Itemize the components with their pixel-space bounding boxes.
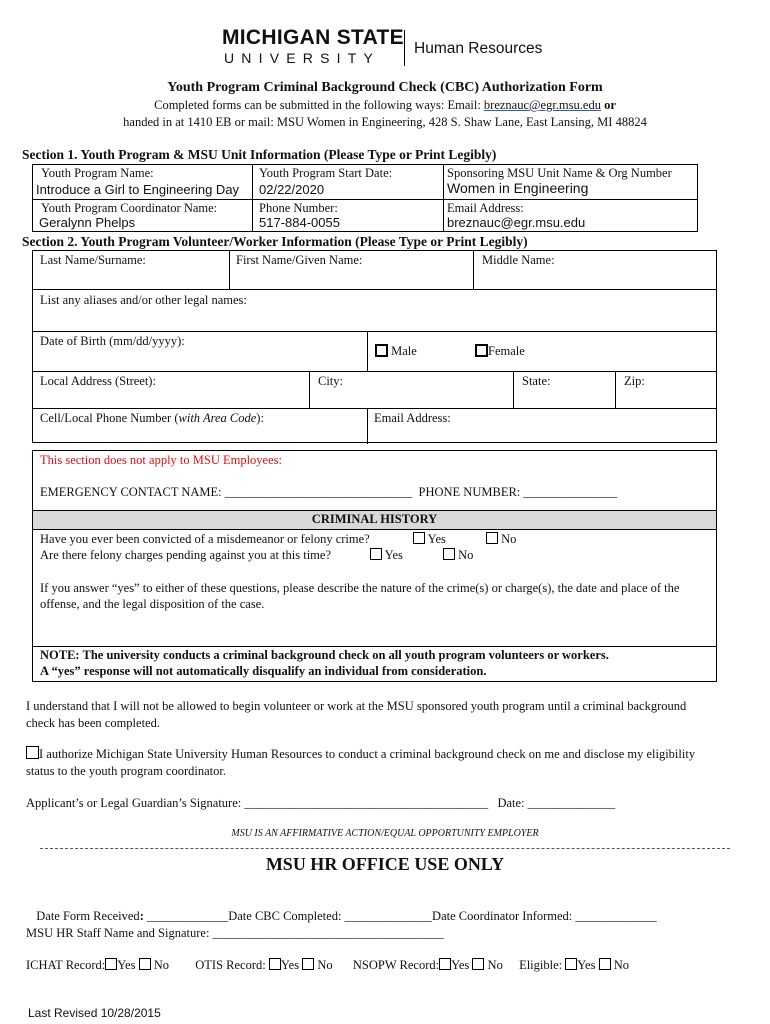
form-title: Youth Program Criminal Background Check (CBC) Authorization Form — [167, 80, 603, 95]
q1-no-option[interactable] — [486, 532, 516, 547]
start-date-value[interactable]: 02/22/2020 — [259, 182, 325, 197]
note-line1: NOTE: The university conducts a criminal background check on all youth program volunteers or workers. — [40, 648, 609, 662]
nsopw-no-checkbox[interactable] — [472, 958, 484, 970]
last-name-field[interactable]: Last Name/Surname: — [40, 253, 146, 267]
logo-divider — [404, 30, 405, 66]
authorize-checkbox[interactable] — [26, 746, 39, 759]
q1-no-label: No — [501, 532, 517, 546]
female-checkbox[interactable] — [475, 344, 488, 357]
last-revised: Last Revised 10/28/2015 — [28, 1006, 161, 1020]
s2-row1-divider — [33, 289, 716, 290]
question1: Have you ever been convicted of a misdemeanor or felony crime? — [40, 532, 370, 546]
submission-line1 — [0, 98, 770, 113]
city-field[interactable]: City: — [318, 374, 344, 388]
eeo-statement: MSU IS AN AFFIRMATIVE ACTION/EQUAL OPPORTUNITY EMPLOYER — [231, 828, 539, 839]
coordinator-label: Youth Program Coordinator Name: — [41, 201, 218, 215]
hr-heading: MSU HR OFFICE USE ONLY — [265, 854, 505, 874]
authorize-text: I authorize Michigan State University Human Resources to conduct a criminal background check on me and disclose my eligibility status to the youth program coordinator. — [26, 747, 696, 778]
q2-yes-label: Yes — [384, 548, 403, 562]
understand-statement: I understand that I will not be allowed to begin volunteer or work at the MSU sponsored youth program until a criminal background check has been completed. — [26, 699, 687, 730]
nsopw-label: NSOPW Record: — [352, 958, 440, 972]
q2-no-checkbox[interactable] — [443, 548, 455, 560]
section2-heading: Section 2. Youth Program Volunteer/Worker Information (Please Type or Print Legibly) — [22, 234, 528, 249]
dashed-separator — [40, 848, 730, 849]
question2: Are there felony charges pending against you at this time? — [40, 548, 331, 562]
applicant-email-field[interactable]: Email Address: — [374, 411, 451, 425]
s2-r5-col1 — [367, 408, 368, 444]
dob-field[interactable]: Date of Birth (mm/dd/yyyy): — [40, 334, 185, 348]
signature-line[interactable]: Applicant’s or Legal Guardian’s Signature: _______________________________________ Date: ______________ — [26, 796, 616, 810]
hr-staff-line[interactable]: MSU HR Staff Name and Signature: _____________________________________ — [26, 926, 444, 940]
section1-table — [32, 164, 698, 232]
submission-line2: handed in at 1410 EB or mail: MSU Women in Engineering, 428 S. Shaw Lane, East Lansing, MI 48824 — [123, 115, 647, 129]
submission-email-link[interactable]: breznauc@egr.msu.edu — [483, 98, 601, 112]
q2-yes-checkbox[interactable] — [370, 548, 382, 560]
coordinator-value[interactable]: Geralynn Phelps — [39, 215, 136, 230]
logo-line2: UNIVERSITY — [224, 50, 381, 66]
start-date-label: Youth Program Start Date: — [259, 166, 393, 180]
ichat-yes-label: Yes — [117, 958, 136, 972]
applicant-phone-field[interactable] — [40, 411, 264, 426]
s2-r4-col1 — [309, 371, 310, 408]
otis-no-checkbox[interactable] — [302, 958, 314, 970]
female-option[interactable] — [475, 344, 525, 359]
male-checkbox[interactable] — [375, 344, 388, 357]
otis-label: OTIS Record: — [195, 958, 266, 972]
msu-logo — [222, 26, 552, 70]
submission-text: Completed forms can be submitted in the following ways: Email: — [154, 98, 484, 112]
phone-value[interactable]: 517-884-0055 — [259, 215, 340, 230]
date-received-label: Date Form Received — [36, 909, 140, 923]
q1-yes-option[interactable] — [413, 532, 446, 547]
otis-yes-checkbox[interactable] — [269, 958, 281, 970]
nsopw-yes-label: Yes — [451, 958, 470, 972]
eligible-no-label: No — [613, 958, 629, 972]
eligible-yes-checkbox[interactable] — [565, 958, 577, 970]
emergency-criminal-box — [32, 450, 717, 682]
nsopw-no-label: No — [487, 958, 503, 972]
program-name-label: Youth Program Name: — [41, 166, 154, 180]
email-label: Email Address: — [447, 201, 524, 215]
ichat-yes-checkbox[interactable] — [105, 958, 117, 970]
q1-yes-label: Yes — [427, 532, 446, 546]
unit-value[interactable]: Women in Engineering — [447, 180, 589, 196]
hr-dates-rest: _____________Date CBC Completed: ______________Date Coordinator Informed: _____________ — [143, 909, 657, 923]
section1-heading: Section 1. Youth Program & MSU Unit Information (Please Type or Print Legibly) — [22, 147, 497, 162]
aliases-field[interactable]: List any aliases and/or other legal names: — [40, 293, 247, 307]
employee-note: This section does not apply to MSU Employees: — [40, 453, 282, 467]
q1-no-checkbox[interactable] — [486, 532, 498, 544]
criminal-instructions: If you answer “yes” to either of these questions, please describe the nature of the crime(s) or charge(s), the date and place of the offense, and the legal disposition of the case. — [40, 581, 680, 611]
s2-row4-divider — [33, 408, 716, 409]
phone-text-em: with Area Code — [178, 411, 257, 425]
submission-or: or — [600, 98, 616, 112]
ichat-no-label: No — [153, 958, 170, 972]
s2-r3-col1 — [367, 331, 368, 371]
unit-label: Sponsoring MSU Unit Name & Org Number — [447, 166, 672, 180]
s2-row2-divider — [33, 331, 716, 332]
logo-dept: Human Resources — [414, 40, 543, 57]
program-name-value[interactable]: Introduce a Girl to Engineering Day — [36, 182, 240, 197]
eligible-yes-label: Yes — [577, 958, 596, 972]
s2-r1-col1 — [229, 251, 230, 289]
authorize-statement — [26, 746, 716, 780]
otis-no-label: No — [317, 958, 333, 972]
hr-dates-line[interactable] — [30, 894, 657, 924]
s2-row3-divider — [33, 371, 716, 372]
hr-records-line — [26, 958, 629, 973]
ichat-no-checkbox[interactable] — [139, 958, 151, 970]
male-option[interactable] — [375, 344, 417, 359]
q1-yes-checkbox[interactable] — [413, 532, 425, 544]
note-line2: A “yes” response will not automatically disqualify an individual from consideration. — [40, 664, 487, 678]
s2-r1-col2 — [473, 251, 474, 289]
phone-label: Phone Number: — [259, 201, 338, 215]
male-label: Male — [391, 344, 417, 358]
logo-line1: MICHIGAN STATE — [222, 26, 404, 49]
note-divider — [33, 646, 716, 647]
q2-no-label: No — [458, 548, 474, 562]
s2-r4-col3 — [615, 371, 616, 408]
middle-name-field[interactable]: Middle Name: — [482, 253, 555, 267]
criminal-history-heading: CRIMINAL HISTORY — [311, 512, 438, 526]
phone-text-pre: Cell/Local Phone Number ( — [40, 411, 179, 425]
female-label: Female — [488, 344, 525, 358]
section1-col-divider2 — [443, 165, 444, 231]
otis-yes-label: Yes — [280, 958, 300, 972]
emergency-contact-line[interactable]: EMERGENCY CONTACT NAME: ______________________________ PHONE NUMBER: _______________ — [40, 485, 618, 499]
first-name-field[interactable]: First Name/Given Name: — [236, 253, 363, 267]
s2-r4-col2 — [513, 371, 514, 408]
date-received-colon: : — [139, 909, 144, 923]
nsopw-yes-checkbox[interactable] — [439, 958, 451, 970]
section2-table — [32, 250, 717, 443]
q2-no-option[interactable] — [443, 548, 473, 563]
phone-text-post: ): — [256, 411, 264, 425]
zip-field[interactable]: Zip: — [624, 374, 645, 388]
section1-col-divider1 — [252, 165, 253, 231]
eligible-label: Eligible: — [519, 958, 563, 972]
q2-yes-option[interactable] — [370, 548, 403, 563]
ichat-label: ICHAT Record: — [26, 958, 106, 972]
section1-row-divider — [33, 199, 697, 200]
state-field[interactable]: State: — [522, 374, 551, 388]
email-value[interactable]: breznauc@egr.msu.edu — [447, 215, 586, 230]
address-field[interactable]: Local Address (Street): — [40, 374, 156, 388]
eligible-no-checkbox[interactable] — [599, 958, 611, 970]
